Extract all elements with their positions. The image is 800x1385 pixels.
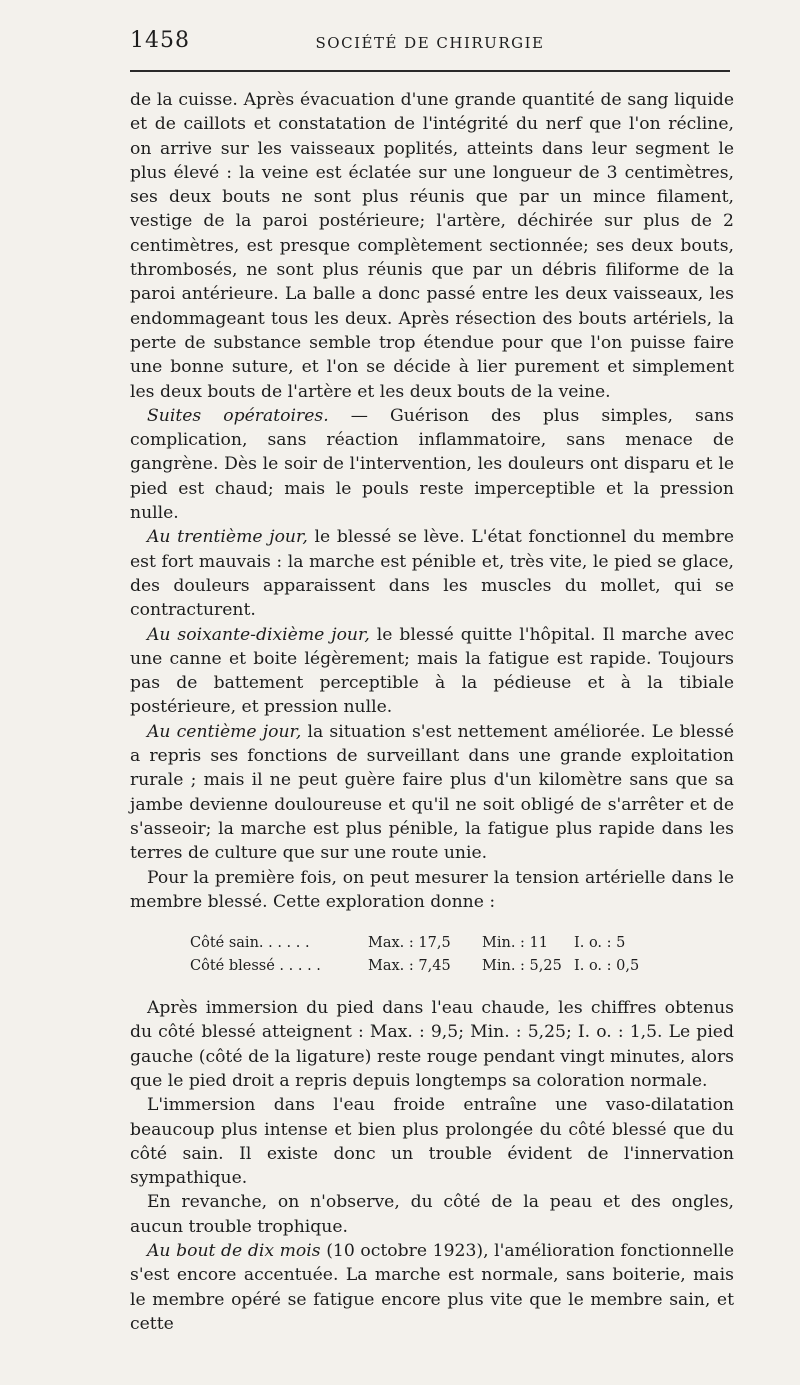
paragraph-tension: Pour la première fois, on peut mesurer la tension artérielle dans le membre blessé. Cette exploration donne : <box>130 867 734 912</box>
paragraph-ten-months <box>130 1239 734 1336</box>
header-rule <box>130 70 730 72</box>
paragraph-day-100 <box>130 720 734 866</box>
paragraph-text: le blessé se lève. L'état fonctionnel du membre est fort mauvais : la marche est pénible et, très vite, le pied se glace, des douleurs apparaissent dans les muscles du mollet, qui se contracturent. <box>130 527 734 621</box>
measure-row-healthy <box>190 932 734 955</box>
measure-max: Max. : 17,5 <box>368 935 451 952</box>
running-title: SOCIÉTÉ DE CHIRURGIE <box>315 34 545 52</box>
paragraph-suites <box>130 404 734 525</box>
measure-min: Min. : 5,25 <box>482 958 562 975</box>
paragraph-lead: Suites opératoires. <box>147 405 329 426</box>
paragraph-text: (10 octobre 1923), l'amélioration fonctionnelle s'est encore accentuée. La marche est normale, sans boiterie, mais le membre opéré se fatigue encore plus vite que le membre sain, et cette <box>130 1241 734 1334</box>
paragraph-operation: de la cuisse. Après évacuation d'une grande quantité de sang liquide et de caillots et constatation de l'intégrité du nerf que l'on récline, on arrive sur les vaisseaux poplités, atteints dans leur segment le plus élevé : la veine est éclatée sur une longueur de 3 centimètres, ses deux bouts ne sont plus réunis que par un mince filament, vestige de la paroi postérieure; l'artère, déchirée sur plus de 2 centimètres, est presque complètement sectionnée; ses deux bouts, thrombosés, ne sont plus réunis que par un débris filiforme de la paroi antérieure. La balle a donc passé entre les deux vaisseaux, les endommageant tous les deux. Après résection des bouts artériels, la perte de substance semble trop étendue pour que l'on puisse faire une bonne suture, et l'on se décide à lier purement et simplement les deux bouts de l'artère et les deux bouts de la veine. <box>130 90 734 402</box>
measure-io: I. o. : 0,5 <box>574 958 640 975</box>
article-body <box>130 88 734 1336</box>
page-number: 1458 <box>130 28 190 53</box>
tension-measurements <box>190 932 734 978</box>
measure-row-injured <box>190 955 734 978</box>
paragraph-day-70 <box>130 623 734 720</box>
measure-max: Max. : 7,45 <box>368 958 451 975</box>
paragraph-day-30 <box>130 525 734 622</box>
paragraph-text: le blessé quitte l'hôpital. Il marche avec une canne et boite légèrement; mais la fatigue est rapide. Toujours pas de battement perceptible à la pédieuse et à la tibiale postérieure, et pression nulle. <box>130 624 734 718</box>
paragraph-text: — Guérison des plus simples, sans complication, sans réaction inflammatoire, sans menace de gangrène. Dès le soir de l'intervention, les douleurs ont disparu et le pied est chaud; mais le pouls reste imperceptible et la pression nulle. <box>130 405 734 524</box>
paragraph-trophic: En revanche, on n'observe, du côté de la peau et des ongles, aucun trouble trophique. <box>130 1192 734 1237</box>
measure-io: I. o. : 5 <box>574 935 626 952</box>
paragraph-lead: Au bout de dix mois <box>147 1241 321 1262</box>
paragraph-lead: Au trentième jour, <box>147 527 308 548</box>
page-header <box>130 28 730 58</box>
paragraph-text: la situation s'est nettement améliorée. Le blessé a repris ses fonctions de surveillant dans une grande exploitation rurale ; mais il ne peut guère faire plus d'un kilomètre sans que sa jambe devienne douloureuse et qu'il ne soit obligé de s'arrêter et de s'asseoir; la marche est plus pénible, la fatigue plus rapide dans les terres de culture que sur une route unie. <box>130 721 734 864</box>
paragraph-lead: Au soixante-dixième jour, <box>147 624 370 645</box>
paragraph-cold-water: L'immersion dans l'eau froide entraîne une vaso-dilatation beaucoup plus intense et bien plus prolongée du côté blessé que du côté sain. Il existe donc un trouble évident de l'innervation sympathique. <box>130 1095 734 1189</box>
measure-side: Côté sain. . . . . . <box>190 935 310 952</box>
paragraph-lead: Au centième jour, <box>147 721 302 742</box>
measure-side: Côté blessé . . . . . <box>190 958 321 975</box>
measure-min: Min. : 11 <box>482 935 548 952</box>
paragraph-hot-water: Après immersion du pied dans l'eau chaude, les chiffres obtenus du côté blessé atteignent : Max. : 9,5; Min. : 5,25; I. o. : 1,5. Le pied gauche (côté de la ligature) reste rouge pendant vingt minutes, alors que le pied droit a repris depuis longtemps sa coloration normale. <box>130 998 734 1091</box>
